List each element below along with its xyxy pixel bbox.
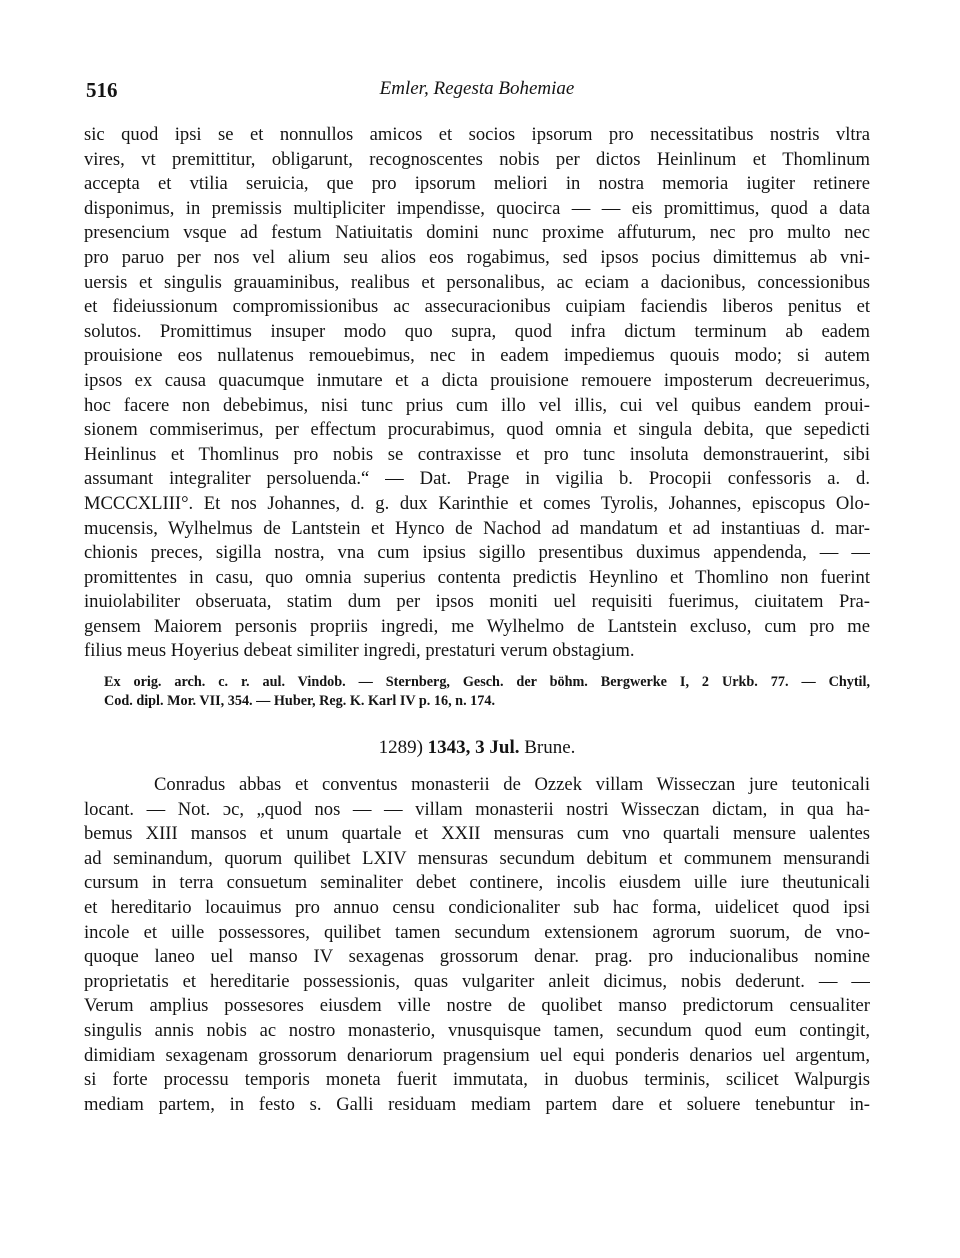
text-line: proprietatis et hereditarie possessionis, quas vulgariter anleit dicimus, nobis dederunt. — — — [84, 970, 870, 992]
text-line: cursum in terra consuetum seminaliter debet continere, incolis eiusdem uille iure theutunicali — [84, 872, 870, 894]
text-line: pro paruo per nos vel alium seu alios eos rogabimus, sed ipsos pocius dimittemus ab vni- — [84, 246, 870, 268]
note-line: Ex orig. arch. c. r. aul. Vindob. — Sternberg, Gesch. der böhm. Bergwerke I, 2 Urkb. 77. — Chytil, — [104, 674, 870, 690]
text-line: Conradus abbas et conventus monasterii de Ozzek villam Wisseczan jure teutonicali — [154, 774, 870, 795]
text-line: singulis annis nobis ac nostro monasterio, vnusquisque tamen, secundum quod eum contingit, — [84, 1019, 870, 1041]
text-line: promittentes in casu, quo omnia superius contenta predictis Heynlino et Thomlino non fuerint — [84, 566, 870, 588]
text-line: assumant integraliter persoluenda.“ — Dat. Prage in vigilia b. Procopii confessoris a. d. — [84, 468, 870, 490]
text-line: quoque laneo uel manso IV sexagenas grossorum denar. prag. pro inducionalibus nomine — [84, 946, 870, 968]
running-title: Emler, Regesta Bohemiae — [379, 78, 575, 99]
main-text-continuation — [84, 123, 870, 664]
text-line: uersis et singulis grauaminibus, realibus et personalibus, ac eciam a dacionibus, concessionibus — [84, 271, 870, 293]
note-line: Cod. dipl. Mor. VII, 354. — Huber, Reg. K. Karl IV p. 16, n. 174. — [104, 693, 495, 709]
text-line: ad seminandum, quorum quilibet LXIV mensuras secundum debitum et communem mensurandi — [84, 847, 870, 869]
document-date: 1343, 3 Jul. — [427, 737, 520, 758]
source-notes — [104, 673, 870, 711]
text-line: sionem commiserimus, per effectum procurabimus, quod omnia et singula debita, que sepedicti — [84, 419, 870, 441]
text-line: ipsos ex causa quacumque inmutare et a dicta prouisione remouere imposterum decreuerimus, — [84, 369, 870, 391]
text-line: disponimus, in premissis multipliciter impendisse, quocirca — — eis promittimus, quod a data — [84, 197, 870, 219]
document-heading — [84, 737, 870, 759]
text-line: gensem Maiorem personis propriis ingredi, me Wylhelmo de Lantstein excluso, cum pro me — [84, 615, 870, 637]
text-line: mucensis, Wylhelmus de Lantstein et Hynco de Nachod ad mandatum et ad instantiuas d. mar- — [84, 517, 870, 539]
text-line: vires, vt premittitur, obligarunt, recognoscentes nobis per dictos Heinlinum et Thomlinum — [84, 148, 870, 170]
text-line: locant. — Not. ɔc, „quod nos — — villam monasterii nostri Wisseczan dictam, in qua ha- — [84, 798, 870, 820]
text-line: chionis preces, sigilla nostra, vna cum ipsius sigillo presentibus duximus appendenda, — — — [84, 542, 870, 564]
text-line: MCCCXLIII°. Et nos Johannes, d. g. dux Karinthie et comes Tyrolis, Johannes, episcopus Olo- — [84, 492, 870, 514]
text-line: presencium vsque ad festum Natiuitatis domini nunc proxime affuturum, nec pro multo nec — [84, 222, 870, 244]
text-line: et hereditario locauimus pro annuo censu condicionaliter sub hac forma, uidelicet quod ipsi — [84, 896, 870, 918]
document-place: Brune. — [524, 737, 576, 758]
text-line: si forte processu temporis moneta fuerit immutata, in duobus terminis, scilicet Walpurgis — [84, 1069, 870, 1091]
text-line: dimidiam sexagenam grossorum denariorum pragensium uel equi ponderis denarios uel argentum, — [84, 1044, 870, 1066]
text-line: prouisione eos nullatenus remouebimus, nec in eadem impediemus quouis modo; si autem — [84, 345, 870, 367]
text-line: bemus XIII mansos et unum quartale et XXII mensuras cum vno quartali mensure ualentes — [84, 823, 870, 845]
text-line: mediam partem, in festo s. Galli residuam mediam partem dare et soluere tenebuntur in- — [84, 1093, 870, 1115]
page-number: 516 — [86, 78, 118, 102]
page-header — [86, 78, 868, 104]
text-line: et fideiussionum compromissionibus ac assecuracionibus cuipiam faciendis liberos penitus et — [84, 296, 870, 318]
text-line: inuiolabiliter obseruata, statim dum per ipsos moniti uel requisiti fuerimus, ciuitatem Pra- — [84, 591, 870, 613]
text-line: solutos. Promittimus insuper modo quo supra, quod infra dictum terminum ab eadem — [84, 320, 870, 342]
text-line: sic quod ipsi se et nonnullos amicos et socios ipsorum pro necessitatibus nostris vltra — [84, 124, 870, 145]
document-number: 1289) — [378, 737, 423, 758]
text-line: accepta et vtilia seruicia, que pro ipsorum meliori in nostra memoria iugiter retinere — [84, 173, 870, 195]
text-line: filius meus Hoyerius debeat similiter ingredi, prestaturi verum obstagium. — [84, 640, 635, 662]
text-line: Verum amplius possesores eiusdem ville nostre de quolibet manso predictorum censualiter — [84, 995, 870, 1017]
text-line: incole et uille possessores, quilibet tamen secundum extensionem agrorum suorum, de vno- — [84, 921, 870, 943]
document-text — [84, 773, 870, 1117]
text-line: Heinlinus et Thomlinus pro nobis se contraxisse et pro tunc insoluta demonstrauerint, sibi — [84, 443, 870, 465]
text-line: hoc facere non debebimus, nisi tunc prius cum illo vel illis, cui vel quibus eandem proui- — [84, 394, 870, 416]
